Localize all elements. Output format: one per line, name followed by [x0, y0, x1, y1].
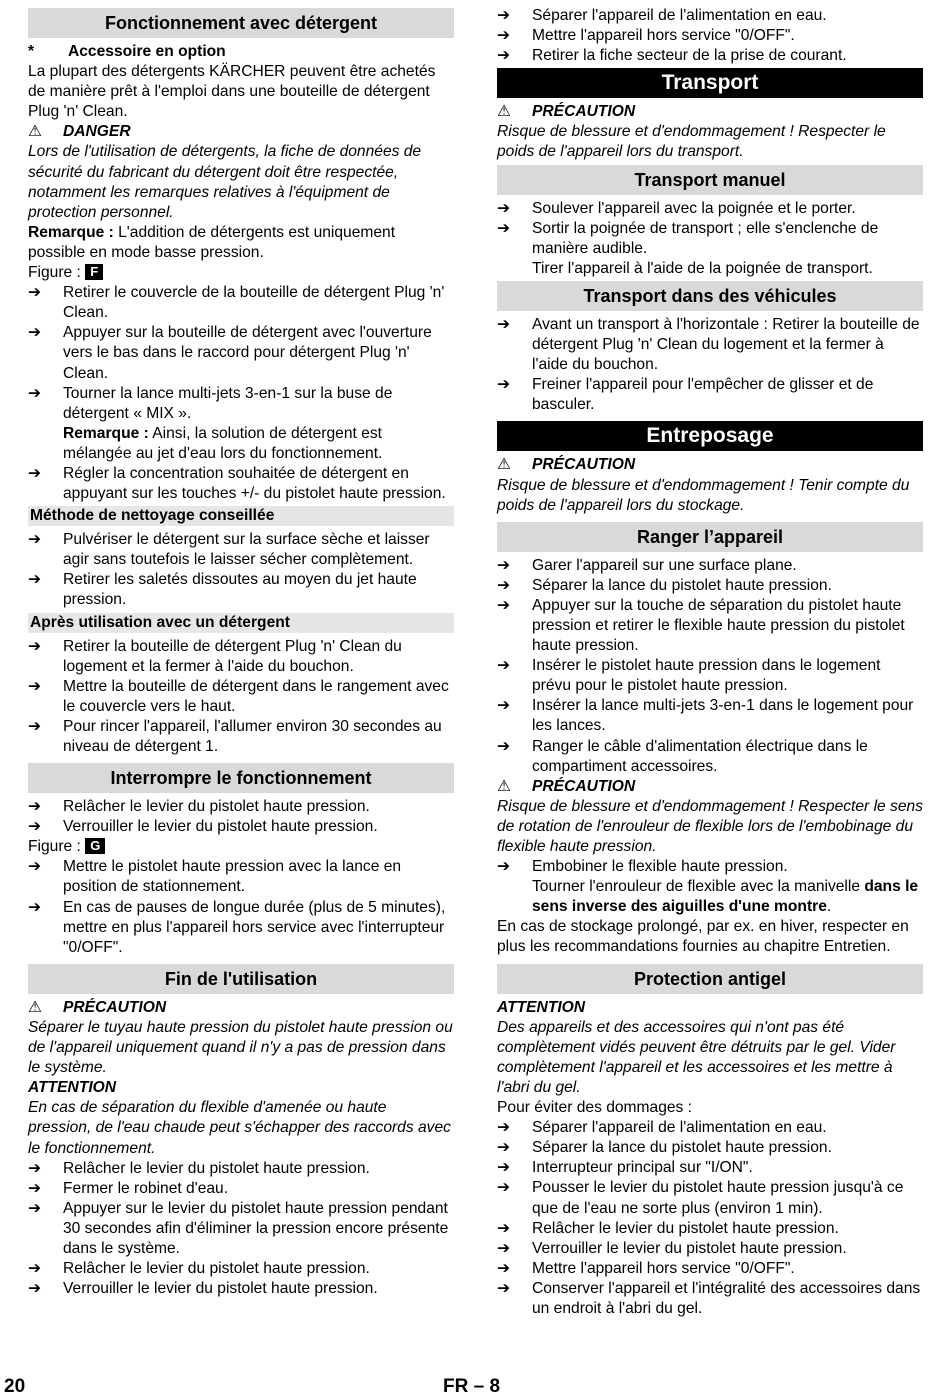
step-item: [497, 26, 923, 46]
step-text: Verrouiller le levier du pistolet haute pression.: [63, 818, 378, 836]
arrow-icon: ➔: [497, 1159, 511, 1177]
step-item: [497, 656, 923, 696]
accessory-star: *: [28, 43, 35, 60]
figure-reference: [28, 837, 454, 857]
remark-text: Ainsi, la solution de détergent est mélangée au jet d'eau lors du fonctionnement.: [63, 424, 383, 462]
step-text: Relâcher le levier du pistolet haute pression.: [63, 1260, 370, 1278]
caution-heading: [28, 998, 454, 1018]
step-text: Relâcher le levier du pistolet haute pression.: [532, 1219, 839, 1237]
remark-indented: [28, 424, 454, 464]
step-text: Soulever l'appareil avec la poignée et le porter.: [532, 199, 856, 217]
step-item: [28, 1179, 454, 1199]
arrow-icon: ➔: [497, 376, 511, 394]
step-item: [497, 6, 923, 26]
step-text: Verrouiller le levier du pistolet haute pression.: [532, 1239, 847, 1257]
arrow-icon: ➔: [28, 898, 42, 916]
attention-label: ATTENTION: [28, 1079, 117, 1097]
arrow-icon: ➔: [28, 1159, 42, 1177]
right-column: [497, 6, 923, 1319]
step-text: Ranger le câble d'alimentation électrique dans le compartiment accessoires.: [532, 737, 868, 775]
section-heading: Ranger l’appareil: [497, 522, 923, 552]
step-text: Appuyer sur le levier du pistolet haute pression pendant 30 secondes afin d'éliminer la pression encore présente dans le système.: [63, 1199, 449, 1257]
arrow-icon: ➔: [28, 571, 42, 589]
page-number: 20: [4, 1376, 26, 1397]
step-item: [497, 576, 923, 596]
caution-heading: [497, 455, 923, 475]
step-item: [497, 1219, 923, 1239]
subsection-heading: Après utilisation avec un détergent: [28, 613, 454, 633]
step-item: [497, 737, 923, 777]
step-text: Insérer la lance multi-jets 3-en-1 dans le logement pour les lances.: [532, 697, 914, 735]
caution-label: PRÉCAUTION: [532, 777, 636, 795]
step-item: [497, 1118, 923, 1138]
arrow-icon: ➔: [497, 737, 511, 755]
step-text: Mettre l'appareil hors service "0/OFF".: [532, 27, 795, 45]
step-text: Appuyer sur la bouteille de détergent avec l'ouverture vers le bas dans le raccord pour détergent Plug 'n' Clean.: [63, 324, 432, 382]
step-item: [497, 46, 923, 66]
arrow-icon: ➔: [497, 657, 511, 675]
step-text: Mettre le pistolet haute pression avec la lance en position de stationnement.: [63, 858, 402, 896]
figure-label: Figure :: [28, 838, 86, 856]
attention-text: Des appareils et des accessoires qui n'ont pas été complètement vidés peuvent être détruits par le gel. Vider complètement l'appareil et les accessoires et les mettre à l'abri du gel.: [497, 1018, 896, 1096]
section-heading: Transport dans des véhicules: [497, 281, 923, 311]
arrow-icon: ➔: [28, 1260, 42, 1278]
step-text: Pour rincer l'appareil, l'allumer environ 30 secondes au niveau de détergent 1.: [63, 717, 442, 755]
step-text: Insérer le pistolet haute pression dans le logement prévu pour le pistolet haute pression.: [532, 657, 881, 695]
step-text: Freiner l'appareil pour l'empêcher de glisser et de basculer.: [532, 376, 874, 414]
left-column: [28, 6, 454, 1299]
step-text: Appuyer sur la touche de séparation du pistolet haute pression et retirer le flexible haute pression du pistolet haute pression.: [532, 596, 905, 655]
arrow-icon: ➔: [497, 27, 511, 45]
step-text: Régler la concentration souhaitée de détergent en appuyant sur les touches +/- du pistolet haute pression.: [63, 464, 446, 503]
figure-label: Figure :: [28, 264, 86, 282]
arrow-icon: ➔: [28, 531, 42, 549]
arrow-icon: ➔: [497, 7, 511, 24]
step-item: [497, 1178, 923, 1218]
step-text: Relâcher le levier du pistolet haute pression.: [63, 1159, 370, 1177]
step-item: [497, 375, 923, 415]
warning-icon: ⚠: [497, 103, 511, 121]
arrow-icon: ➔: [28, 818, 42, 836]
danger-text: Lors de l'utilisation de détergents, la fiche de données de sécurité du fabricant du détergent doit être respectée, notamment les remarques relatives à l'équipment de protection personnel.: [28, 143, 422, 221]
step-item: [497, 1158, 923, 1178]
step-text: Pousser le levier du pistolet haute pression jusqu'à ce que de l'eau ne sorte plus (environ 1 min).: [532, 1179, 904, 1217]
arrow-icon: ➔: [497, 1219, 511, 1237]
step-item: [28, 1259, 454, 1279]
continuation-end: .: [826, 898, 832, 916]
chapter-heading: Entreposage: [497, 421, 923, 451]
step-text: Sortir la poignée de transport ; elle s'enclenche de manière audible.: [532, 219, 879, 257]
step-item: [497, 1259, 923, 1279]
step-item: [28, 857, 454, 897]
arrow-icon: ➔: [497, 47, 511, 65]
step-text: Retirer la fiche secteur de la prise de courant.: [532, 47, 847, 65]
step-text: Fermer le robinet d'eau.: [63, 1179, 229, 1197]
step-item: [497, 219, 923, 259]
arrow-icon: ➔: [497, 1259, 511, 1277]
step-text: Séparer la lance du pistolet haute pression.: [532, 1139, 832, 1157]
caution-label: PRÉCAUTION: [532, 103, 636, 121]
step-item: [28, 1199, 454, 1259]
step-text: Retirer la bouteille de détergent Plug 'n' Clean du logement et la fermer à l'aide du bouchon.: [63, 637, 402, 675]
arrow-icon: ➔: [28, 637, 42, 655]
step-item: [497, 556, 923, 576]
subsection-heading: Méthode de nettoyage conseillée: [28, 506, 454, 526]
step-item: [497, 199, 923, 219]
step-item: [28, 384, 454, 424]
step-item: [497, 596, 923, 656]
intro-paragraph: La plupart des détergents KÄRCHER peuvent être achetés de manière prêt à l'emploi dans une bouteille de détergent Plug 'n' Clean.: [28, 63, 436, 121]
section-heading: Fin de l'utilisation: [28, 964, 454, 994]
remark-paragraph: [28, 223, 454, 263]
step-text: Conserver l'appareil et l'intégralité des accessoires dans un endroit à l'abri du gel.: [532, 1279, 921, 1317]
warning-icon: ⚠: [497, 777, 511, 795]
step-item: [28, 797, 454, 817]
accessory-label: Accessoire en option: [68, 43, 226, 60]
chapter-heading: Transport: [497, 68, 923, 98]
remark-text: L'addition de détergents est uniquement possible en mode basse pression.: [28, 223, 396, 261]
avoid-damage-text: Pour éviter des dommages :: [497, 1099, 693, 1117]
attention-text: En cas de séparation du flexible d'amenée ou haute pression, de l'eau chaude peut s'échapper des raccords avec le fonctionnement.: [28, 1099, 451, 1157]
step-text: Séparer l'appareil de l'alimentation en eau.: [532, 7, 827, 24]
remark-label: Remarque :: [28, 223, 114, 241]
figure-box: F: [85, 264, 103, 280]
arrow-icon: ➔: [28, 464, 42, 482]
section-heading: Protection antigel: [497, 964, 923, 994]
arrow-icon: ➔: [497, 1279, 511, 1297]
step-item: [28, 1159, 454, 1179]
warning-icon: ⚠: [28, 998, 42, 1016]
arrow-icon: ➔: [28, 1199, 42, 1217]
step-text: Relâcher le levier du pistolet haute pression.: [63, 798, 370, 816]
step-text: Interrupteur principal sur "I/ON".: [532, 1159, 753, 1177]
arrow-icon: ➔: [497, 1139, 511, 1157]
step-item: [497, 696, 923, 736]
arrow-icon: ➔: [28, 717, 42, 735]
section-heading: Fonctionnement avec détergent: [28, 8, 454, 38]
step-text: Garer l'appareil sur une surface plane.: [532, 556, 797, 574]
arrow-icon: ➔: [28, 677, 42, 695]
step-item: [28, 817, 454, 837]
arrow-icon: ➔: [497, 315, 511, 333]
warning-icon: ⚠: [497, 456, 511, 474]
step-continuation: Tirer l'appareil à l'aide de la poignée de transport.: [532, 259, 873, 277]
step-item: [28, 323, 454, 383]
step-item: [28, 717, 454, 757]
storage-paragraph: En cas de stockage prolongé, par ex. en hiver, respecter en plus les recommandations fournies au chapitre Entretien.: [497, 918, 909, 956]
step-item: [28, 677, 454, 717]
step-item: [28, 464, 454, 504]
arrow-icon: ➔: [497, 1119, 511, 1137]
step-item: [497, 1138, 923, 1158]
step-text: Embobiner le flexible haute pression.: [532, 858, 788, 876]
step-text: Tourner la lance multi-jets 3-en-1 sur la buse de détergent « MIX ».: [63, 384, 393, 422]
step-text: Séparer la lance du pistolet haute pression.: [532, 576, 832, 594]
arrow-icon: ➔: [28, 798, 42, 816]
step-text: Mettre l'appareil hors service "0/OFF".: [532, 1259, 795, 1277]
step-item: [28, 283, 454, 323]
page-label: FR – 8: [443, 1376, 501, 1397]
arrow-icon: ➔: [497, 576, 511, 594]
step-item: [497, 1279, 923, 1319]
section-heading: Interrompre le fonctionnement: [28, 763, 454, 793]
continuation-text: Tourner l'enrouleur de flexible avec la manivelle: [532, 878, 865, 896]
remark-label: Remarque :: [63, 424, 149, 442]
arrow-icon: ➔: [497, 219, 511, 237]
accessory-note: [28, 42, 454, 62]
section-heading: Transport manuel: [497, 165, 923, 195]
arrow-icon: ➔: [497, 697, 511, 715]
caution-heading: [497, 102, 923, 122]
step-text: Séparer l'appareil de l'alimentation en eau.: [532, 1119, 827, 1137]
caution-text: Risque de blessure et d'endommagement ! Tenir compte du poids de l'appareil lors du stockage.: [497, 476, 910, 514]
step-item: [28, 1279, 454, 1299]
arrow-icon: ➔: [497, 1179, 511, 1197]
arrow-icon: ➔: [497, 596, 511, 614]
step-text: Verrouiller le levier du pistolet haute pression.: [63, 1280, 378, 1298]
arrow-icon: ➔: [28, 1179, 42, 1197]
step-item: [28, 898, 454, 958]
step-text: En cas de pauses de longue durée (plus de 5 minutes), mettre en plus l'appareil hors service avec l'interrupteur "0/OFF".: [63, 898, 446, 956]
arrow-icon: ➔: [497, 556, 511, 574]
step-text: Retirer le couvercle de la bouteille de détergent Plug 'n' Clean.: [63, 284, 445, 322]
step-text: Avant un transport à l'horizontale : Retirer la bouteille de détergent Plug 'n' Clean du logement et la fermer à l'aide du bouchon.: [532, 315, 920, 374]
step-item: [497, 857, 923, 877]
step-text: Retirer les saletés dissoutes au moyen du jet haute pression.: [63, 571, 417, 609]
attention-label: ATTENTION: [497, 998, 586, 1016]
step-item: [28, 570, 454, 610]
arrow-icon: ➔: [28, 384, 42, 402]
caution-heading: [497, 777, 923, 797]
step-item: [28, 530, 454, 570]
arrow-icon: ➔: [28, 284, 42, 302]
step-text: Pulvériser le détergent sur la surface sèche et laisser agir sans toutefois le laisser sécher complètement.: [63, 531, 430, 569]
arrow-icon: ➔: [497, 199, 511, 217]
figure-box: G: [85, 838, 105, 854]
caution-text: Risque de blessure et d'endommagement ! Respecter le poids de l'appareil lors du transport.: [497, 123, 886, 161]
arrow-icon: ➔: [497, 1239, 511, 1257]
figure-reference: [28, 263, 454, 283]
arrow-icon: ➔: [28, 1280, 42, 1298]
step-item: [28, 637, 454, 677]
caution-label: PRÉCAUTION: [63, 998, 167, 1016]
caution-text: Risque de blessure et d'endommagement ! Respecter le sens de rotation de l'enrouleur de flexible lors de l'embobinage du flexible haute pression.: [497, 797, 923, 855]
caution-text: Séparer le tuyau haute pression du pistolet haute pression ou de l'appareil uniquement quand il n'y a pas de pression dans le système.: [28, 1018, 453, 1077]
step-continuation: [497, 877, 923, 917]
step-item: [497, 315, 923, 375]
arrow-icon: ➔: [28, 324, 42, 342]
arrow-icon: ➔: [497, 858, 511, 876]
danger-heading: [28, 122, 454, 142]
danger-label: DANGER: [63, 123, 131, 141]
caution-label: PRÉCAUTION: [532, 456, 636, 474]
step-text: Mettre la bouteille de détergent dans le rangement avec le couvercle vers le haut.: [63, 677, 449, 715]
step-item: [497, 1239, 923, 1259]
continuation-bold: dans le sens inverse des aiguilles d'une montre: [532, 878, 919, 916]
arrow-icon: ➔: [28, 858, 42, 876]
warning-icon: ⚠: [28, 123, 42, 141]
